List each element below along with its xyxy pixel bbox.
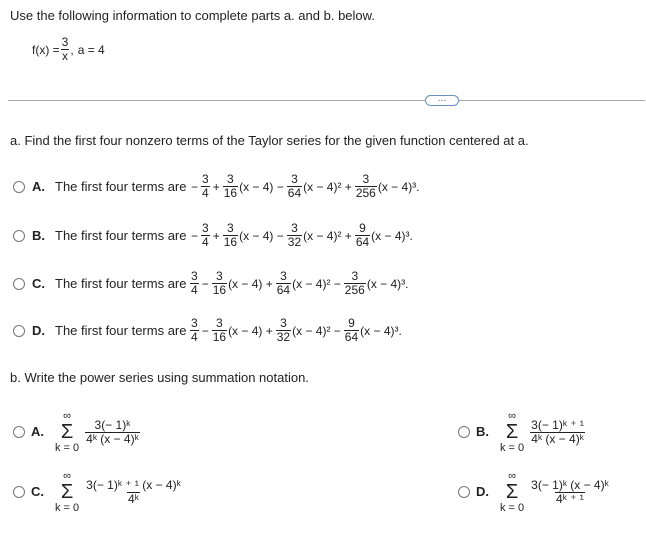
term-sign: + <box>212 228 220 243</box>
summand-fraction: $\frac{\text{3(− 1)ᵏ ⁺ ¹ (x − 4)ᵏ}}{\text{4ᵏ}}$ <box>86 477 181 506</box>
term-fraction: $\frac{3}{16}$ <box>212 269 227 297</box>
term-factor: (x − 4) − <box>239 179 284 194</box>
f-lhs: f(x) = <box>32 42 60 57</box>
part-b-radio-b[interactable] <box>458 426 470 438</box>
term-factor: (x − 4)² + <box>303 228 352 243</box>
part-a-option-letter: C. <box>32 276 45 291</box>
term-factor: (x − 4)³. <box>371 228 413 243</box>
part-a-option-letter: B. <box>32 228 45 243</box>
part-b-radio-c[interactable] <box>13 486 25 498</box>
part-a-option-letter: D. <box>32 323 45 338</box>
term-factor: (x − 4) + <box>228 323 273 338</box>
term-factor: (x − 4)² − <box>292 323 341 338</box>
expand-more-button[interactable]: ··· <box>425 95 459 106</box>
given-function <box>32 36 105 63</box>
part-b-option-expression <box>500 410 586 454</box>
part-b-question: b. Write the power series using summation notation. <box>10 370 309 385</box>
part-a-option-lead: The first four terms are <box>55 228 187 243</box>
part-b-option-letter: A. <box>31 424 44 439</box>
term-sign: − <box>191 179 199 194</box>
term-fraction: $\frac{3}{4}$ <box>191 269 198 297</box>
part-b-option-expression <box>55 470 183 514</box>
part-a-option-expression <box>189 173 422 200</box>
f-fraction: $\frac{3}{x}$ <box>61 35 69 63</box>
term-factor: (x − 4)³. <box>360 323 402 338</box>
term-factor: (x − 4)³. <box>366 276 409 291</box>
given-sep: , <box>70 42 74 57</box>
part-b-option-letter: B. <box>476 424 489 439</box>
term-sign: − <box>201 276 209 291</box>
a-value: a = 4 <box>77 42 105 57</box>
term-sign: − <box>191 228 199 243</box>
summand-fraction: $\frac{\text{3(− 1)ᵏ}}{\text{4ᵏ (x − 4)ᵏ}}$ <box>86 417 139 446</box>
term-fraction: $\frac{3}{64}$ <box>287 172 302 200</box>
summation-sigma: ∞ Σ k = 0 <box>55 410 80 454</box>
part-a-option-letter: A. <box>32 179 45 194</box>
part-a-radio-d[interactable] <box>13 325 25 337</box>
part-a-radio-c[interactable] <box>13 278 25 290</box>
part-a-option-lead: The first four terms are <box>55 179 187 194</box>
term-fraction: $\frac{3}{256}$ <box>355 172 376 200</box>
term-fraction: $\frac{3}{16}$ <box>223 172 238 200</box>
instruction-text: Use the following information to complete parts a. and b. below. <box>10 8 375 23</box>
term-fraction: $\frac{3}{4}$ <box>202 221 209 249</box>
summand-fraction: $\frac{\text{3(− 1)ᵏ (x − 4)ᵏ}}{\text{4ᵏ ⁺ ¹}}$ <box>531 477 609 506</box>
summation-sigma: ∞ Σ k = 0 <box>500 470 525 514</box>
term-fraction: $\frac{3}{16}$ <box>212 316 227 344</box>
part-a-radio-b[interactable] <box>13 230 25 242</box>
term-factor: (x − 4)² + <box>303 179 352 194</box>
summation-sigma: ∞ Σ k = 0 <box>55 470 80 514</box>
part-a-radio-a[interactable] <box>13 181 25 193</box>
part-a-question: a. Find the first four nonzero terms of the Taylor series for the given function centered at a. <box>10 133 529 148</box>
section-divider <box>8 100 645 101</box>
term-fraction: $\frac{3}{256}$ <box>344 269 365 297</box>
part-a-option-expression <box>189 222 415 249</box>
summation-sigma: ∞ Σ k = 0 <box>500 410 525 454</box>
part-a-option-expression <box>189 317 404 344</box>
part-b-radio-d[interactable] <box>458 486 470 498</box>
term-sign: − <box>201 323 209 338</box>
part-a-option-expression <box>189 270 411 297</box>
part-a-option-lead: The first four terms are <box>55 276 187 291</box>
term-fraction: $\frac{9}{64}$ <box>355 221 370 249</box>
part-b-option-letter: D. <box>476 484 489 499</box>
term-factor: (x − 4)³. <box>377 179 420 194</box>
part-b-option-letter: C. <box>31 484 44 499</box>
term-factor: (x − 4)² − <box>292 276 341 291</box>
summand-fraction: $\frac{\text{3(− 1)ᵏ ⁺ ¹}}{\text{4ᵏ (x − 4)ᵏ}}$ <box>531 417 584 446</box>
term-fraction: $\frac{9}{64}$ <box>344 316 359 344</box>
term-fraction: $\frac{3}{16}$ <box>223 221 238 249</box>
term-fraction: $\frac{3}{4}$ <box>202 172 209 200</box>
term-fraction: $\frac{3}{32}$ <box>287 221 302 249</box>
part-b-radio-a[interactable] <box>13 426 25 438</box>
term-fraction: $\frac{3}{4}$ <box>191 316 198 344</box>
part-b-option-expression <box>500 470 611 514</box>
term-factor: (x − 4) + <box>228 276 273 291</box>
term-sign: + <box>212 179 220 194</box>
term-fraction: $\frac{3}{64}$ <box>276 269 291 297</box>
term-fraction: $\frac{3}{32}$ <box>276 316 291 344</box>
term-factor: (x − 4) − <box>239 228 284 243</box>
part-a-option-lead: The first four terms are <box>55 323 187 338</box>
part-b-option-expression <box>55 410 141 454</box>
